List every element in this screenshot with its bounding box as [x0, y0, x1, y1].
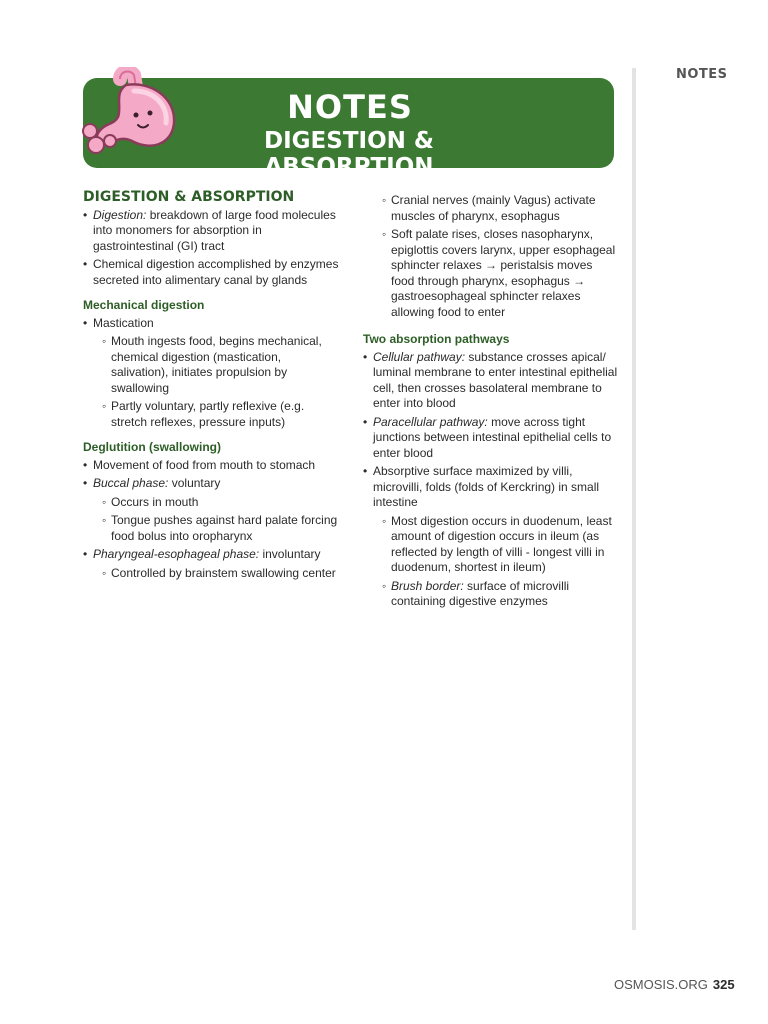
subsection-title: Two absorption pathways — [363, 332, 510, 346]
definition: breakdown of large food molecules into monomers for absorption in gastrointestinal (GI) tract — [93, 207, 336, 253]
list-item: • Absorptive surface maximized by villi, microvilli, folds (folds of Kerckring) in small intestine — [363, 464, 619, 511]
term: Buccal phase: — [93, 476, 169, 490]
sub-list-item: ◦ Soft palate rises, closes nasopharynx, epiglottis covers larynx, upper esophageal sphincter relaxes → peristalsis moves food through pharynx, esophagus → gastroesophageal sphincter relaxes allowing food to enter — [363, 227, 619, 320]
sub-list-item: ◦ Tongue pushes against hard palate forcing food bolus into oropharynx — [83, 513, 339, 544]
list-item — [83, 208, 339, 255]
sub-list-item: ◦ Cranial nerves (mainly Vagus) activate muscles of pharynx, esophagus — [363, 193, 619, 224]
sub-list-item: ◦ Occurs in mouth — [83, 495, 339, 511]
term: Cellular pathway: — [373, 349, 466, 364]
definition: substance crosses apical/ luminal membrane to enter intestinal epithelial cell, then crosses basolateral membrane to enter into blood — [373, 349, 618, 410]
term: Paracellular pathway: — [373, 414, 488, 429]
sub-list-item: ◦ Controlled by brainstem swallowing center — [83, 566, 339, 582]
right-column — [363, 193, 619, 613]
page-number: 325 — [712, 977, 735, 992]
term: Brush border: — [391, 578, 464, 593]
definition: surface of microvilli containing digestive enzymes — [391, 578, 570, 608]
banner-title: NOTES — [287, 88, 413, 126]
term: Digestion: — [93, 207, 147, 222]
left-column — [83, 190, 339, 584]
definition: voluntary — [168, 476, 221, 490]
list-item — [363, 415, 619, 462]
sub-list-item: ◦ Most digestion occurs in duodenum, least amount of digestion occurs in ileum (as reflected by length of villi - longest villi in duodenum, shortest in ileum) — [363, 514, 619, 576]
list-item — [83, 476, 339, 492]
subsection-title: Deglutition (swallowing) — [83, 440, 221, 454]
subsection-title: Mechanical digestion — [83, 298, 205, 312]
list-item — [363, 350, 619, 412]
list-item — [83, 547, 339, 563]
section-title: DIGESTION & ABSORPTION — [83, 189, 295, 205]
list-item: • Movement of food from mouth to stomach — [83, 458, 339, 474]
list-item: • Mastication — [83, 316, 339, 332]
term: Pharyngeal-esophageal phase: — [93, 547, 260, 561]
banner-subtitle: DIGESTION & ABSORPTION — [264, 128, 434, 180]
definition: involuntary — [259, 547, 321, 561]
sub-list-item — [363, 579, 619, 610]
sub-list-item: ◦ Mouth ingests food, begins mechanical, chemical digestion (mastication, salivation), initiates propulsion by swallowing — [83, 334, 339, 396]
sidebar-notes-label: NOTES — [676, 67, 728, 82]
definition: move across tight junctions between intestinal epithelial cells to enter blood — [373, 414, 612, 460]
page-footer — [614, 977, 735, 992]
list-item: • Chemical digestion accomplished by enzymes secreted into alimentary canal by glands — [83, 257, 339, 288]
site-name: OSMOSIS.ORG — [614, 977, 708, 992]
sub-list-item: ◦ Partly voluntary, partly reflexive (e.g. stretch reflexes, pressure inputs) — [83, 399, 339, 430]
stomach-icon — [80, 67, 182, 163]
sidebar-divider — [632, 68, 636, 930]
